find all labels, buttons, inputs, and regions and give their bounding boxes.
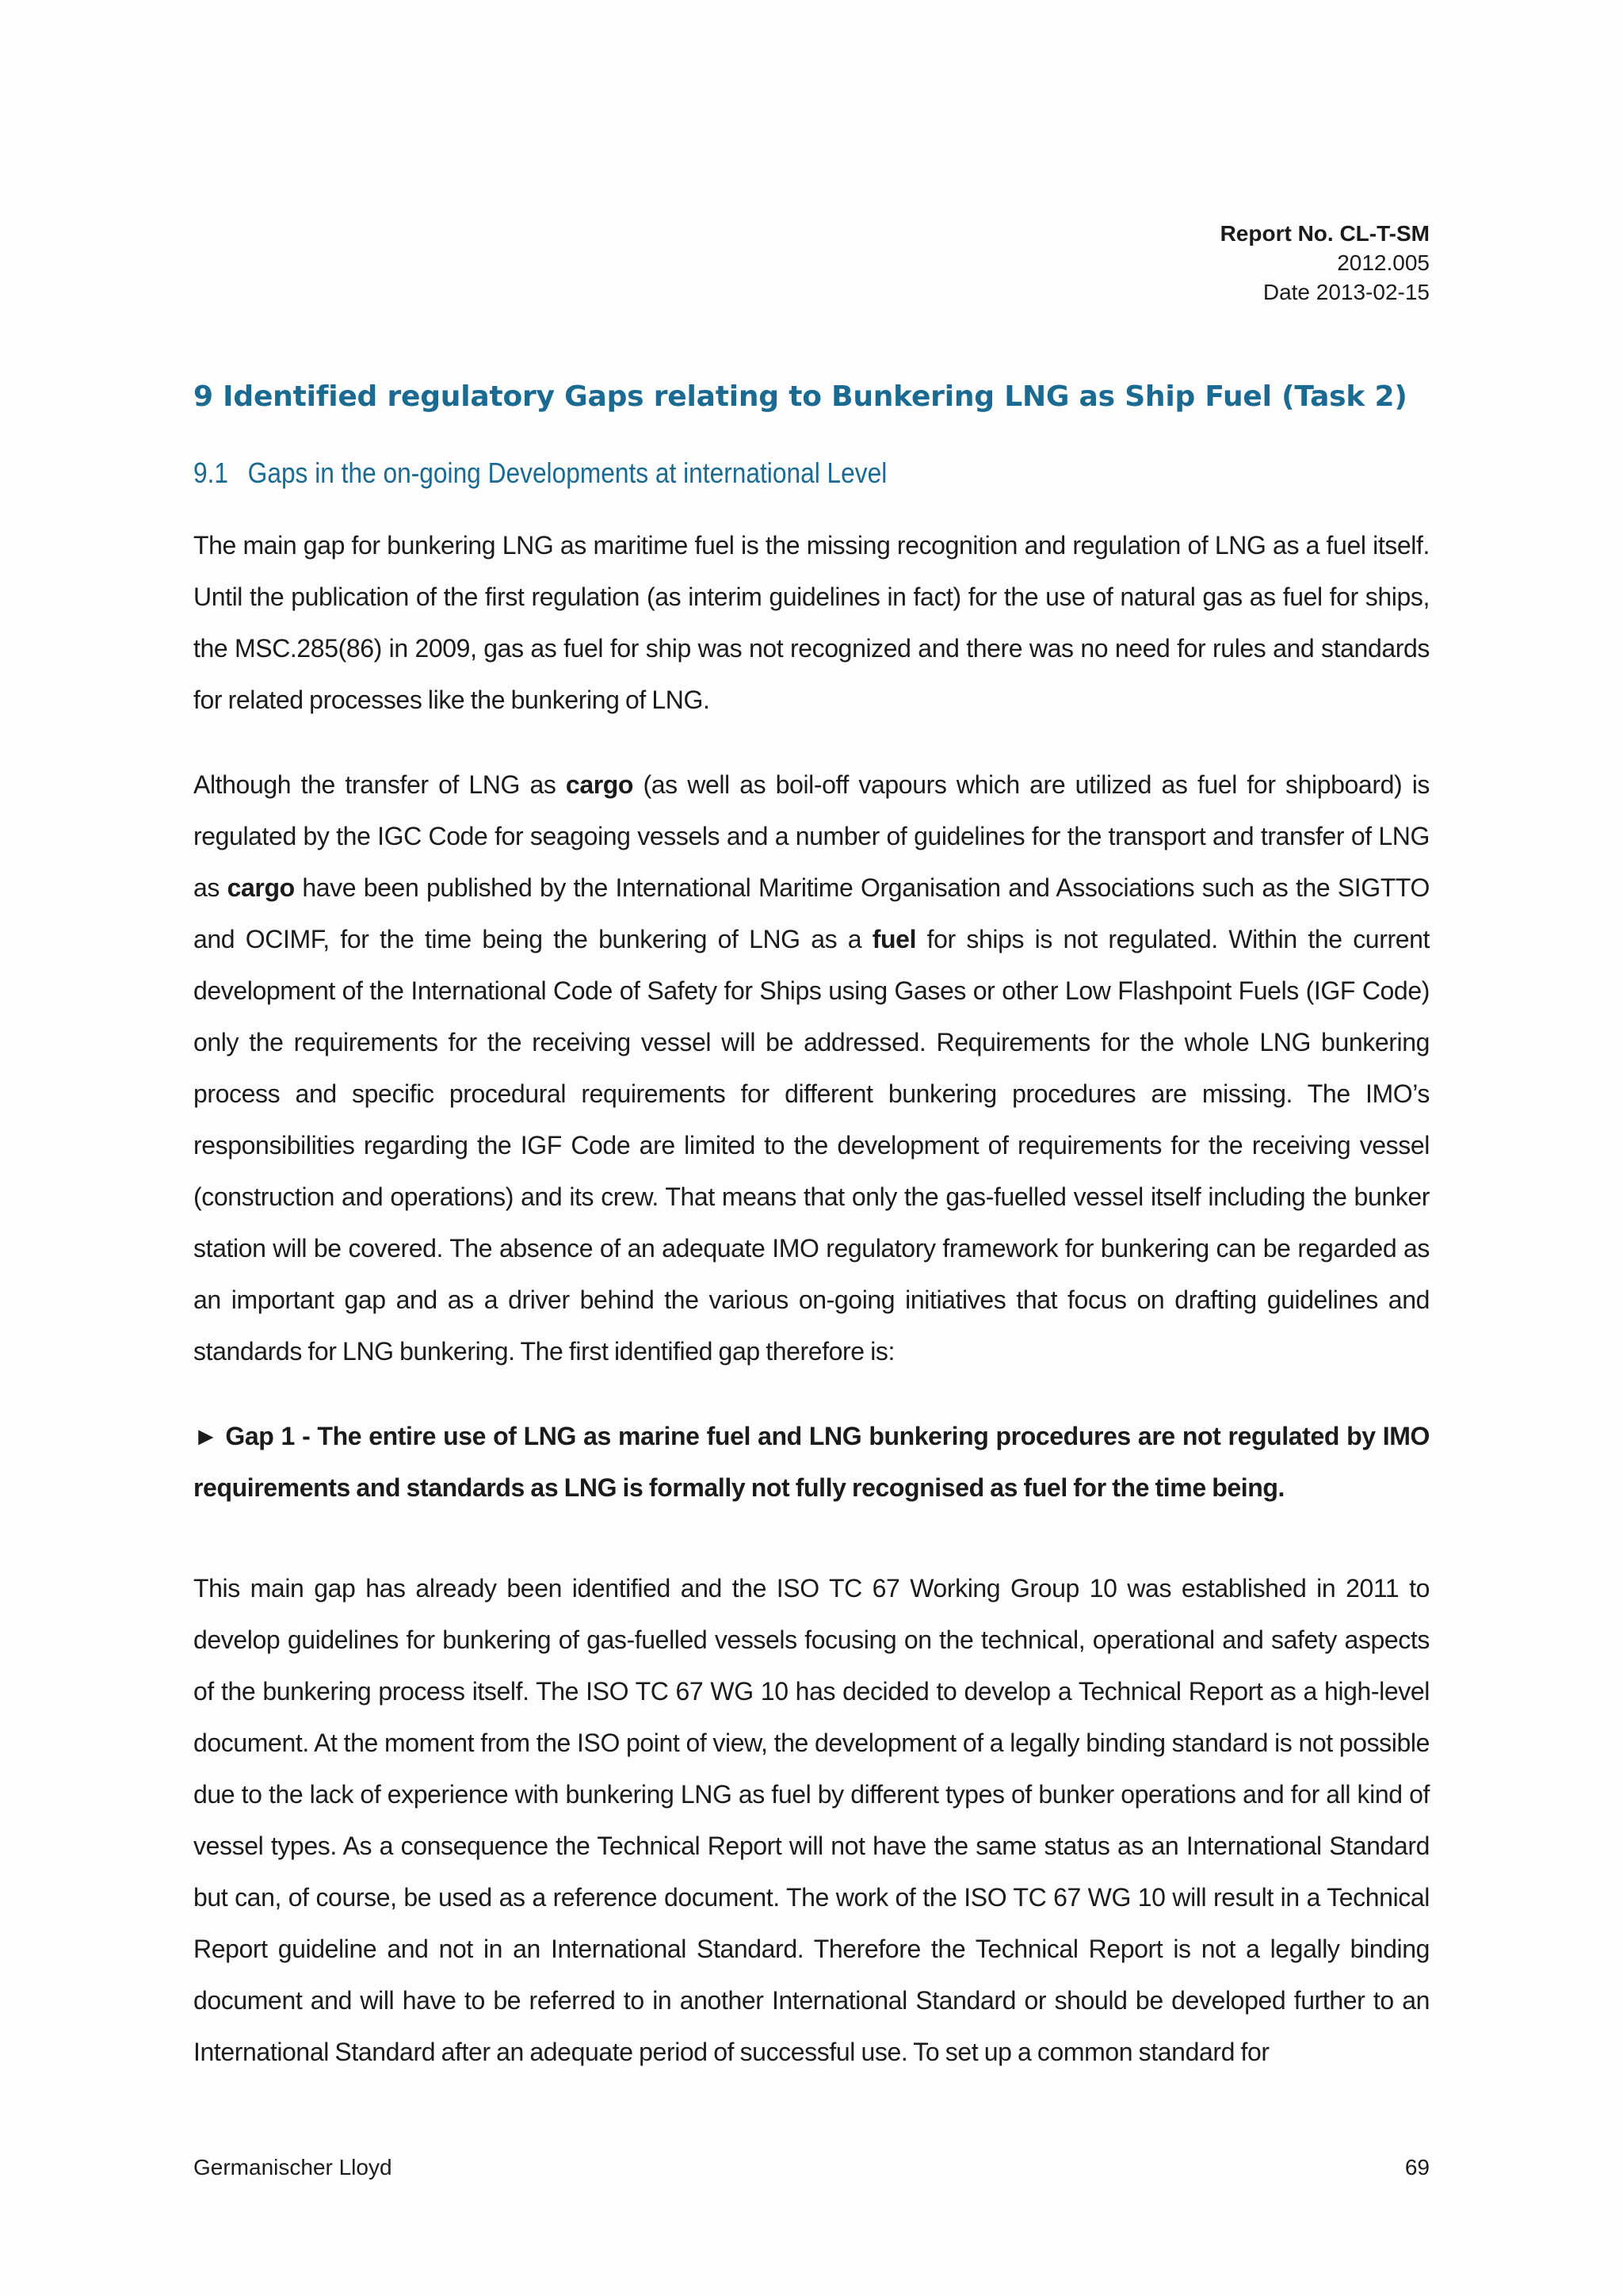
text-run: (as well as boil-off vapours which are utilized as fuel for shipboard) is regulated by the IGC Code for seagoing vessels and a number of guidelines for the transport and transfer of LNG as [193,770,1430,902]
gap-1-text: Gap 1 - The entire use of LNG as marine fuel and LNG bunkering procedures are not regulated by IMO requirements and standards as LNG is formally not fully recognised as fuel for the time being. [193,1422,1430,1502]
report-number: Report No. CL-T-SM [1220,221,1430,246]
section-title: Gaps in the on-going Developments at international Level [247,457,888,489]
gap-statement [193,1411,1430,1514]
report-header [1220,219,1430,307]
paragraph-text: This main gap has already been identified and the ISO TC 67 Working Group 10 was established in 2011 to develop guidelines for bunkering of gas-fuelled vessels focusing on the technical, operational and safety aspects of the bunkering process itself. The ISO TC 67 WG 10 has decided to develop a Technical Report as a high-level document. At the moment from the ISO point of view, the development of a legally binding standard is not possible due to the lack of experience with bunkering LNG as fuel by different types of bunker operations and for all kind of vessel types. As a consequence the Technical Report will not have the same status as an International Standard but can, of course, be used as a reference document. The work of the ISO TC 67 WG 10 will result in a Technical Report guideline and not in an International Standard. Therefore the Technical Report is not a legally binding document and will have to be referred to in another International Standard or should be developed further to an International Standard after an adequate period of successful use. To set up a common standard for [193,1574,1430,2066]
gap-text [193,1411,1430,1514]
paragraph-main-gap [193,520,1430,726]
section-number: 9.1 [193,457,229,489]
footer-company: Germanischer Lloyd [193,2155,392,2179]
paragraph-text [193,759,1430,1377]
footer-page-number: 69 [1404,2155,1430,2179]
emphasis-cargo: cargo [227,873,295,902]
report-code: 2012.005 [1337,250,1430,275]
paragraph-cargo-transfer [193,759,1430,1377]
paragraph-iso-working-group [193,1563,1430,2078]
text-run: for ships is not regulated. Within the current development of the International Code of Safety for Ships using Gases or other Low Flashpoint Fuels (IGF Code) only the requirements for the receiving vessel will be addressed. Requirements for the whole LNG bunkering process and specific procedural requirements for different bunkering procedures are missing. The IMO’s responsibilities regarding the IGF Code are limited to the development of requirements for the receiving vessel (construction and operations) and its crew. That means that only the gas-fuelled vessel itself including the bunker station will be covered. The absence of an adequate IMO regulatory framework for bunkering can be regarded as an important gap and as a driver behind the various on-going initiatives that focus on drafting guidelines and standards for LNG bunkering. The first identified gap therefore is: [193,925,1430,1366]
document-page [193,0,1430,2296]
chapter-title: 9 Identified regulatory Gaps relating to Bunkering LNG as Ship Fuel (Task 2) [193,380,1407,413]
text-run: have been published by the International Maritime Organisation and Associations such as the SIGTTO and OCIMF, for the time being the bunkering of LNG as a [193,873,1430,953]
report-date: Date 2013-02-15 [1262,280,1430,304]
text-run: Although the transfer of LNG as [193,770,566,799]
arrow-marker-icon: ► [193,1422,219,1450]
section-heading [193,454,1281,492]
paragraph-text: The main gap for bunkering LNG as maritime fuel is the missing recognition and regulation of LNG as a fuel itself. Until the publication of the first regulation (as interim guidelines in fact) for the use of natural gas as fuel for ships, the MSC.285(86) in 2009, gas as fuel for ship was not recognized and there was no need for rules and standards for related processes like the bunkering of LNG. [193,531,1430,714]
emphasis-cargo: cargo [565,770,634,799]
emphasis-fuel: fuel [872,925,917,953]
